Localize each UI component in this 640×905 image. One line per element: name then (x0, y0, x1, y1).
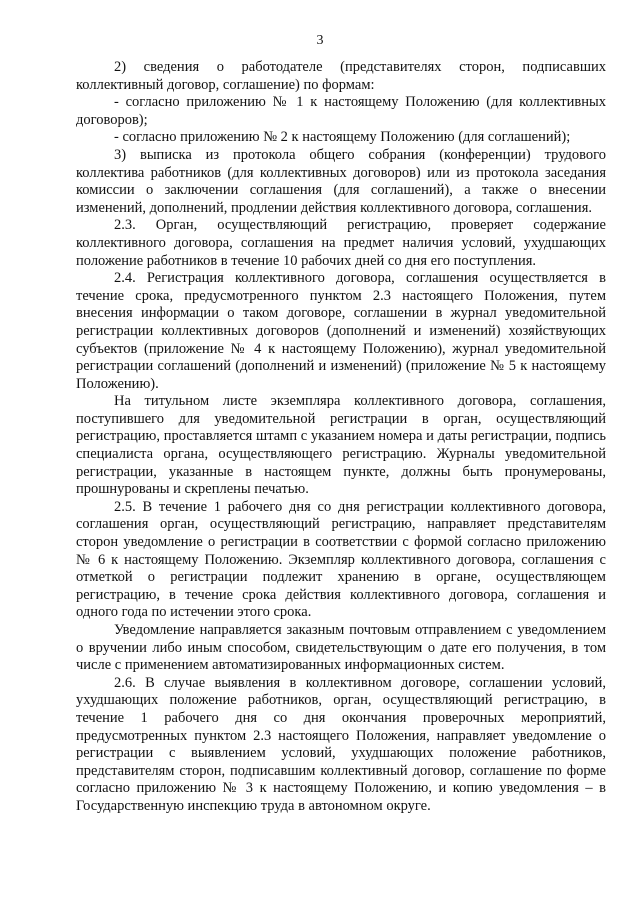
paragraph-appendix-2: - согласно приложению № 2 к настоящему Положению (для соглашений); (114, 129, 571, 146)
page-number: 3 (316, 33, 324, 48)
paragraph-2-5: 2.5. В течение 1 рабочего дня со дня регистрации коллективного договора, соглашения орган, осуществляющий регистрацию, направляет представителям сторон уведомление о регистрации в соответствии с формой согласно приложению № 6 к настоящему Положению. Экземпляр коллективного договора, соглашения с отметкой о регистрации подлежит хранению в органе, осуществляющем регистрацию, в течение срока действия коллективного договора, соглашения и одного года по истечении этого срока. (76, 498, 606, 621)
paragraph-notification: Уведомление направляется заказным почтовым отправлением с уведомлением о вручении либо иным способом, свидетельствующим о дате его получения, в том числе с применением автоматизированных информационных систем. (76, 622, 606, 674)
paragraph-2-4: 2.4. Регистрация коллективного договора, соглашения осуществляется в течение срока, предусмотренного пунктом 2.3 настоящего Положения, путем внесения информации о таком договоре, соглашении в журнал уведомительной регистрации коллективных договоров (дополнений и изменений) хозяйствующих субъектов (приложение № 4 к настоящему Положению), журнал уведомительной регистрации соглашений (дополнений и изменений) (приложение № 5 к настоящему Положению). (76, 270, 606, 392)
paragraph-2-3: 2.3. Орган, осуществляющий регистрацию, проверяет содержание коллективного договора, соглашения на предмет наличия условий, ухудшающих положение работников в течение 10 рабочих дней со дня его поступления. (76, 217, 606, 269)
paragraph-protocol-extract: 3) выписка из протокола общего собрания (конференции) трудового коллектива работников (для коллективных договоров) или из протокола заседания комиссии о заключении соглашения (для соглашений), а также о внесении изменений, дополнений, продлении действия коллективного договора, соглашения. (76, 146, 606, 216)
paragraph-appendix-1: - согласно приложению № 1 к настоящему Положению (для коллективных договоров); (76, 94, 606, 128)
paragraph-2-6: 2.6. В случае выявления в коллективном договоре, соглашении условий, ухудшающих положение работников, орган, осуществляющий регистрацию, в течение 1 рабочего дня со дня окончания проверочных мероприятий, предусмотренных пунктом 2.3 настоящего Положения, направляет уведомление о регистрации с выявлением условий, ухудшающих положение работников, представителям сторон, подписавшим коллективный договор, соглашение по форме согласно приложению № 3 к настоящему Положению, и копию уведомления – в Государственную инспекцию труда в автономном округе. (76, 674, 606, 814)
paragraph-title-page: На титульном листе экземпляра коллективного договора, соглашения, поступившего для уведомительной регистрации в орган, осуществляющий регистрацию, проставляется штамп с указанием номера и даты регистрации, подпись специалиста органа, осуществляющего регистрацию. Журналы уведомительной регистрации, указанные в настоящем пункте, должны быть пронумерованы, прошнурованы и скреплены печатью. (76, 393, 606, 498)
paragraph-employer-info: 2) сведения о работодателе (представителях сторон, подписавших коллективный договор, соглашение) по формам: (76, 59, 606, 93)
document-body (76, 59, 606, 816)
